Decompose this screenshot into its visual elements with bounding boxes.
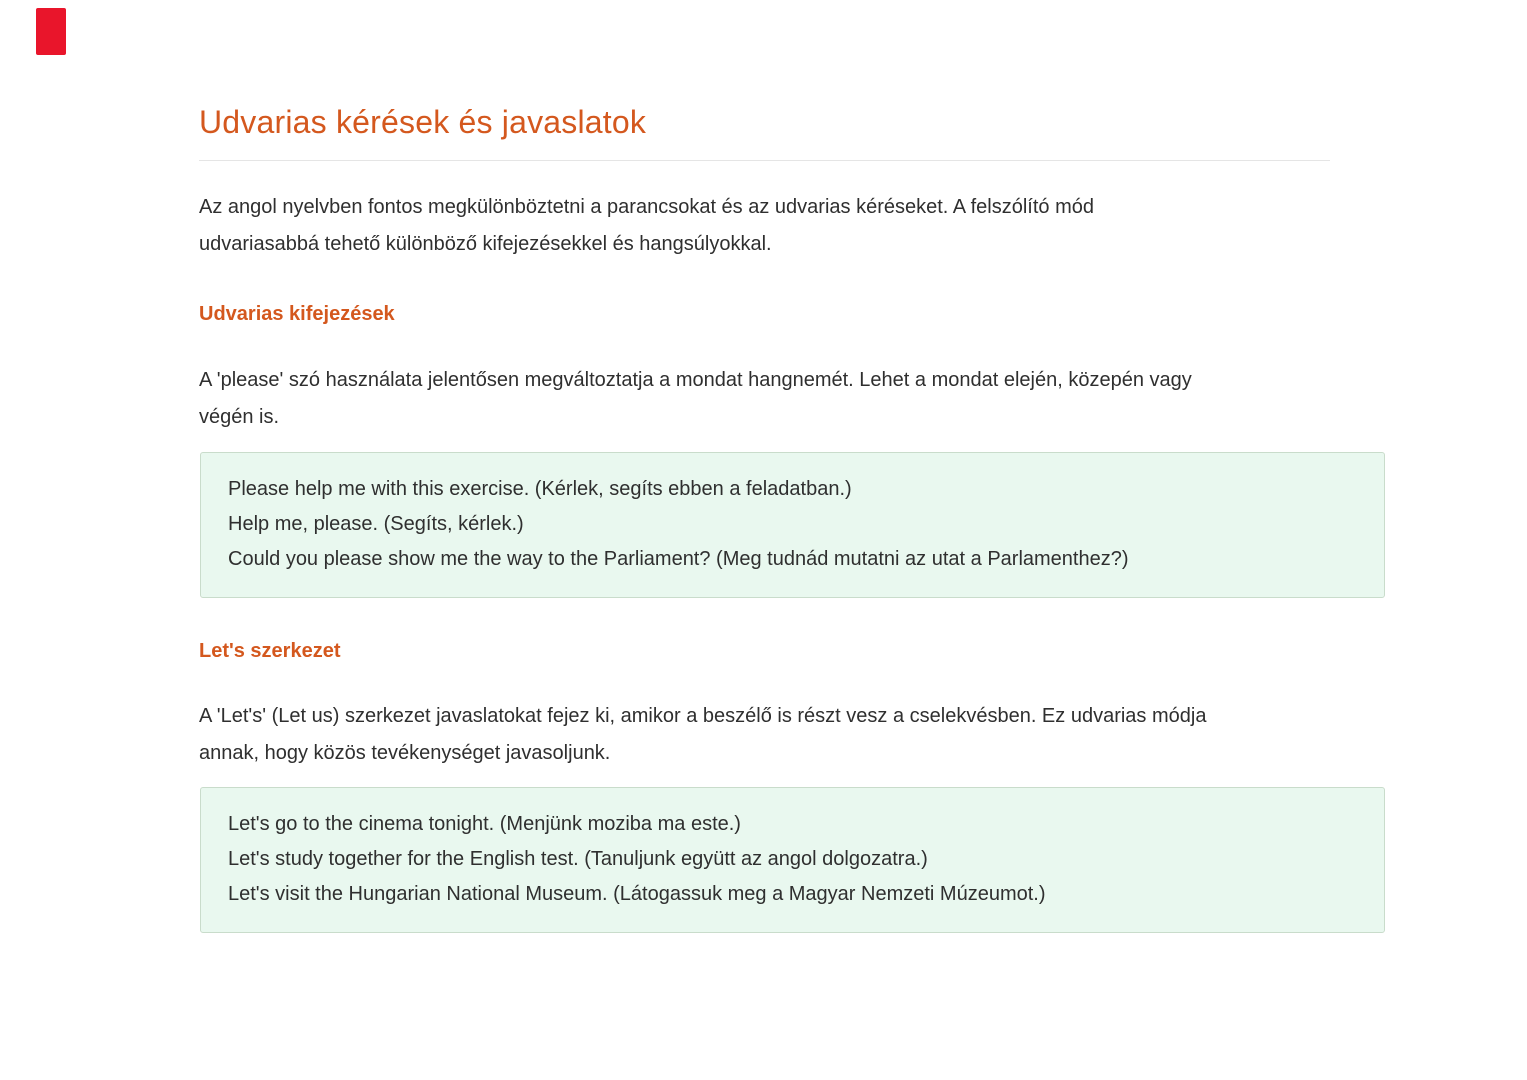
- paragraph-line: A 'Let's' (Let us) szerkezet javaslatokat fejez ki, amikor a beszélő is részt vesz a cselekvésben. Ez udvarias módja: [199, 705, 1207, 727]
- section-paragraph-polite-expressions: [199, 362, 1349, 436]
- section-paragraph-lets-structure: [199, 698, 1349, 772]
- intro-line: udvariasabbá tehető különböző kifejezésekkel és hangsúlyokkal.: [199, 233, 772, 255]
- example-sentence: Let's visit the Hungarian National Museum. (Látogassuk meg a Magyar Nemzeti Múzeumot.): [228, 883, 1046, 905]
- section-heading-polite-expressions: Udvarias kifejezések: [199, 303, 395, 325]
- paragraph-line: A 'please' szó használata jelentősen megváltoztatja a mondat hangnemét. Lehet a mondat elején, közepén vagy: [199, 369, 1192, 391]
- example-box-polite-expressions: [200, 452, 1385, 598]
- intro-paragraph: [199, 189, 1349, 263]
- paragraph-line: végén is.: [199, 406, 280, 428]
- example-box-lets-structure: [200, 787, 1385, 933]
- page-title: Udvarias kérések és javaslatok: [199, 104, 647, 140]
- example-sentence: Let's study together for the English test. (Tanuljunk együtt az angol dolgozatra.): [228, 848, 928, 870]
- example-sentence: Could you please show me the way to the Parliament? (Meg tudnád mutatni az utat a Parlamenthez?): [228, 548, 1129, 570]
- red-marker: [36, 8, 66, 55]
- paragraph-line: annak, hogy közös tevékenységet javasoljunk.: [199, 742, 611, 764]
- intro-line: Az angol nyelvben fontos megkülönböztetni a parancsokat és az udvarias kéréseket. A felszólító mód: [199, 196, 1094, 218]
- section-heading-lets-structure: Let's szerkezet: [199, 640, 341, 662]
- example-sentence: Please help me with this exercise. (Kérlek, segíts ebben a feladatban.): [228, 478, 852, 500]
- example-sentence: Let's go to the cinema tonight. (Menjünk moziba ma este.): [228, 813, 741, 835]
- title-divider: [199, 160, 1330, 161]
- example-sentence: Help me, please. (Segíts, kérlek.): [228, 513, 524, 535]
